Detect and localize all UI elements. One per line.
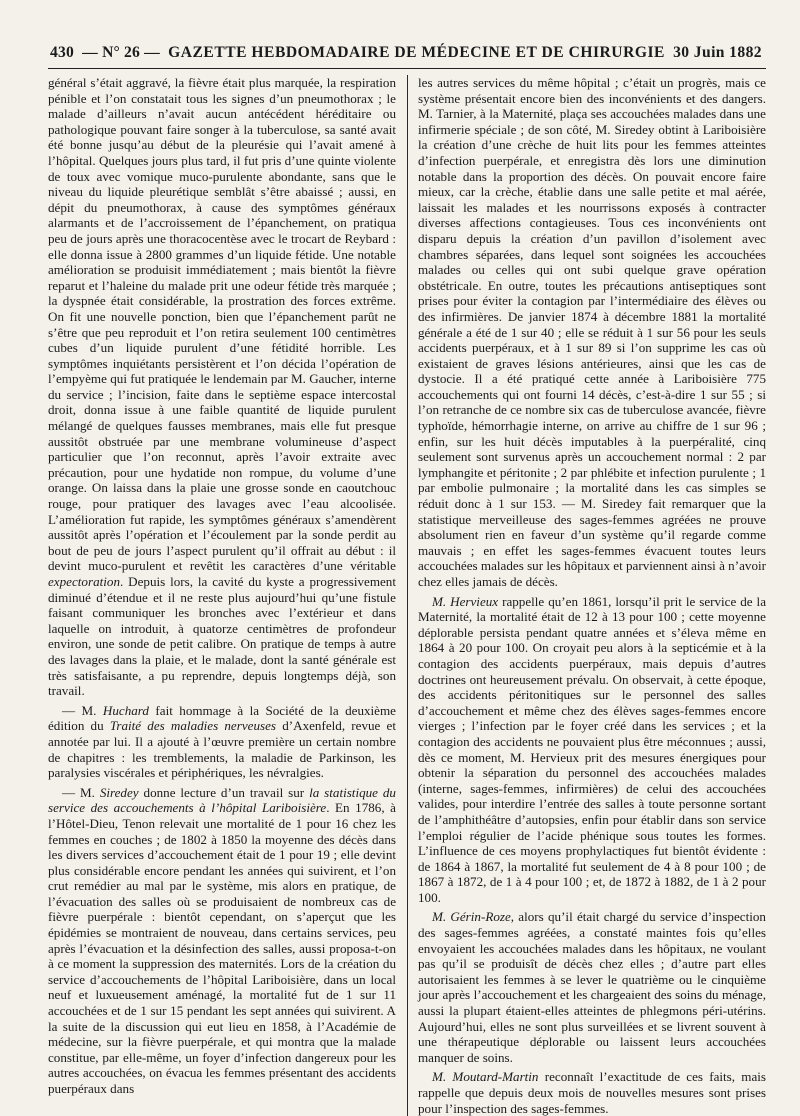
column-divider (407, 75, 408, 1116)
left-paragraph-1: général s’était aggravé, la fièvre était plus marquée, la respiration pénible et l’on constatait tous les signes d’un pneumothorax ; le malade d’ailleurs n’avait aucun antécédent héréditaire ou pathologique pouvant faire songer à la tuberculose, sa santé avait été bonne jusqu’au début de la pleurésie qui l’avait amené à l’hôpital. Quelques jours plus tard, il fut pris d’une quinte violente de toux avec vomique muco-purulente abondante, sans que le niveau du liquide pleurétique semblât s’être abaissé ; aussi, en dépit du pneumothorax, à cause des symptômes généraux alarmants et de l’accroissement de l’épanchement, on pratiqua peu de jours après une thoracocentèse avec le trocart de Reybard : elle donna issue à 2800 grammes d’un liquide fétide. Une notable amélioration se produisit immédiatement ; mais bientôt la fièvre reparut et l’haleine du malade prit une odeur fétide très marquée ; la dyspnée était considérable, la prostration des forces extrême. On fit une nouvelle ponction, bien que l’épanchement parût ne s’être que peu reproduit et l’on retira seulement 100 centimètres cubes d’un liquide purulent d’une fétidité horrible. Les symptômes inquiétants persistèrent et l’on décida l’opération de l’empyème qui fut pratiquée le lendemain par M. Gaucher, interne du service ; l’incision, faite dans le septième espace intercostal droit, donna issue à une faible quantité de liquide purulent mélangé de quelques fausses membranes, mais elle fut presque aussitôt obstruée par une membrane volumineuse d’aspect particulier que l’on reconnut, après l’avoir extraite avec précaution, pour une hydatide non rompue, du volume d’une orange. On laissa dans la plaie une grosse sonde en caoutchouc rouge, pour pratiquer des lavages avec l’eau alcoolisée. L’amélioration fut rapide, les symptômes généraux s’amendèrent aussitôt après l’opération et l’écoulement par la sonde perdit au bout de peu de jours l’aspect purulent qu’il offrait au début : il devint muco-purulent et revêtit les caractères d’une véritable expectoration. Depuis lors, la cavité du kyste a progressivement diminué d’étendue et il ne reste plus aujourd’hui qu’une fistule faisant communiquer les bronches avec l’extérieur et dans laquelle on introduit, à quatorze centimètres de profondeur environ, une sonde de petit calibre. On pratique de temps à autre des lavages dans la plaie, et le malade, dont la santé générale est très satisfaisante, a pu reprendre, depuis longtemps déjà, son travail. (48, 75, 396, 699)
right-paragraph-gerin-roze: M. Gérin-Roze, alors qu’il était chargé du service d’inspection des sages-femmes agréées, a constaté maintes fois qu’elles envoyaient les accouchées malades dans les hôpitaux, ne voulant pas qu’il se produisît de décès chez elles ; d’autre part elles autorisaient les femmes à se lever le quatrième ou le cinquième jour après l’accouchement et les chargeaient des soins du ménage, aussi la plupart étaient-elles atteintes de phlegmons péri-utérins. Aujourd’hui, elles ne sont plus surveillées et se livrent souvent à une thérapeutique déplorable ou laissent leurs accouchées manquer de soins. (418, 909, 766, 1065)
right-column (418, 75, 766, 1116)
left-paragraph-siredey: — M. Siredey donne lecture d’un travail sur la statistique du service des accouchements à l’hôpital Lariboisière. En 1786, à l’Hôtel-Dieu, Tenon relevait une mortalité de 1 pour 16 chez les femmes en couches ; de 1802 à 1850 la moyenne des décès dans les divers services d’accouchement était de 1 pour 19 ; elle devint plus considérable encore pendant les années qui suivirent, et l’on crut remédier au mal par le système, mis alors en pratique, de l’évacuation des salles où se produisaient de nombreux cas de fièvre puerpérale : bientôt cependant, on s’aperçut que les épidémies se montraient de nouveau, dans certains services, peu après l’évacuation et la désinfection des salles, aussi proposa-t-on à ce moment la suppression des maternités. Lors de la création du service d’accouchements de l’hôpital Lariboisière, dans un local neuf et luxueusement aménagé, la mortalité fut de 1 sur 11 accouchées et de 1 sur 15 pendant les sept années qui suivirent. A la suite de la discussion qui eut lieu en 1858, à l’Académie de médecine, sur la fièvre puerpérale, et qui montra que la malade constitue, par elle-même, un foyer d’infection dangereux pour les autres accouchées, on évacua les femmes présentant des accidents puerpéraux dans (48, 784, 396, 1096)
page-header (48, 30, 766, 69)
left-column (48, 75, 396, 1116)
text-columns (48, 75, 766, 1116)
issue-date: 30 Juin 1882 (673, 44, 762, 61)
left-paragraph-huchard: — M. Huchard fait hommage à la Société de la deuxième édition du Traité des maladies nerveuses d’Axenfeld, revue et annotée par lui. Il a ajouté à l’œuvre première un certain nombre de chapitres : les tremblements, la maladie de Parkinson, les paralysies viscérales et périphériques, les névralgies. (48, 702, 396, 781)
right-paragraph-1: les autres services du même hôpital ; c’était un progrès, mais ce système présentait encore bien des inconvénients et des dangers. M. Tarnier, à la Maternité, plaça ses accouchées malades dans une infirmerie spéciale ; de son côté, M. Siredey obtint à Lariboisière la création d’une crèche de huit lits pour les femmes atteintes d’infection puerpérale, et enregistra dès lors une diminution notable dans la proportion des décès. On pouvait encore faire mieux, car la crèche, établie dans une salle petite et mal aérée, laissait les malades et les nourrissons exposés à contracter diverses affections contagieuses. Tous ces inconvénients ont disparu depuis la création d’un pavillon d’isolement avec chambres séparées, dans lequel sont soignées les accouchées malades ou celles qui ont subi quelque grave opération obstétricale. En outre, toutes les précautions antiseptiques sont prises pour éviter la contagion par l’intermédiaire des élèves ou des infirmières. De janvier 1874 à décembre 1881 la mortalité générale a été de 1 sur 40 ; elle se réduit à 1 sur 56 pour les seuls accidents puerpéraux, et à 1 sur 89 si l’on supprime les cas où existaient de graves lésions antérieures, ainsi que les cas de dystocie. Il a été pratiqué cette année à Lariboisière 775 accouchements qui ont fourni 14 décès, c’est-à-dire 1 sur 55 ; si l’on retranche de ce nombre six cas de tuberculose avancée, fièvre typhoïde, hémorrhagie interne, on arrive au chiffre de 1 sur 96 ; enfin, sur les huit décès imputables à la puerpéralité, cinq seulement sont survenus après un accouchement normal : 2 par lymphangite et péritonite ; 2 par phlébite et infection purulente ; 1 par embolie pulmonaire ; la mortalité dans les cas simples se réduit donc à 1 sur 153. — M. Siredey fait remarquer que la statistique merveilleuse des sages-femmes agréées ne prouve absolument rien en faveur d’un système qu’il regarde comme mauvais ; en effet les sages-femmes évacuent toutes leurs accouchées malades sur les hôpitaux et parviennent ainsi à n’avoir chez elles jamais de décès. (418, 75, 766, 589)
issue-number: — N° 26 — (82, 44, 160, 61)
journal-title: GAZETTE HEBDOMADAIRE DE MÉDECINE ET DE CHIRURGIE (168, 44, 665, 61)
page-number: 430 (50, 44, 74, 61)
right-paragraph-moutard-martin: M. Moutard-Martin reconnaît l’exactitude de ces faits, mais rappelle que depuis deux mois de nouvelles mesures sont prises pour l’inspection des sages-femmes. (418, 1069, 766, 1116)
right-paragraph-hervieux: M. Hervieux rappelle qu’en 1861, lorsqu’il prit le service de la Maternité, la mortalité était de 12 à 13 pour 100 ; cette moyenne déplorable persista pendant quatre années et s’éleva même en 1864 à 20 pour 100. On croyait peu alors à la septicémie et à la contagion des accidents puerpéraux, mais depuis d’autres doctrines ont heureusement prévalu. On observait, à cette époque, des accidents péritonitiques sur le personnel des salles d’accouchement et même chez des élèves sages-femmes encore vierges ; l’infection par le foyer créé dans les services ; et la contagion des accidents ne pouvaient plus être méconnues ; aussi, dès ce moment, M. Hervieux prit des mesures énergiques pour obtenir la séparation du personnel des accouchées malades (interne, sages-femmes, infirmières) de celui des accouchées valides, pour interdire l’entrée des salles à toute personne sortant de l’amphithéâtre d’autopsies, enfin pour établir dans son service l’emploi régulier de l’acide phénique sous toutes les formes. L’influence de ces moyens prophylactiques fut bientôt évidente : de 1864 à 1867, la mortalité fut seulement de 4 à 8 pour 100 ; de 1867 à 1872, de 1 à 4 pour 100 ; et, de 1872 à 1882, de 1 à 2 pour 100. (418, 593, 767, 905)
